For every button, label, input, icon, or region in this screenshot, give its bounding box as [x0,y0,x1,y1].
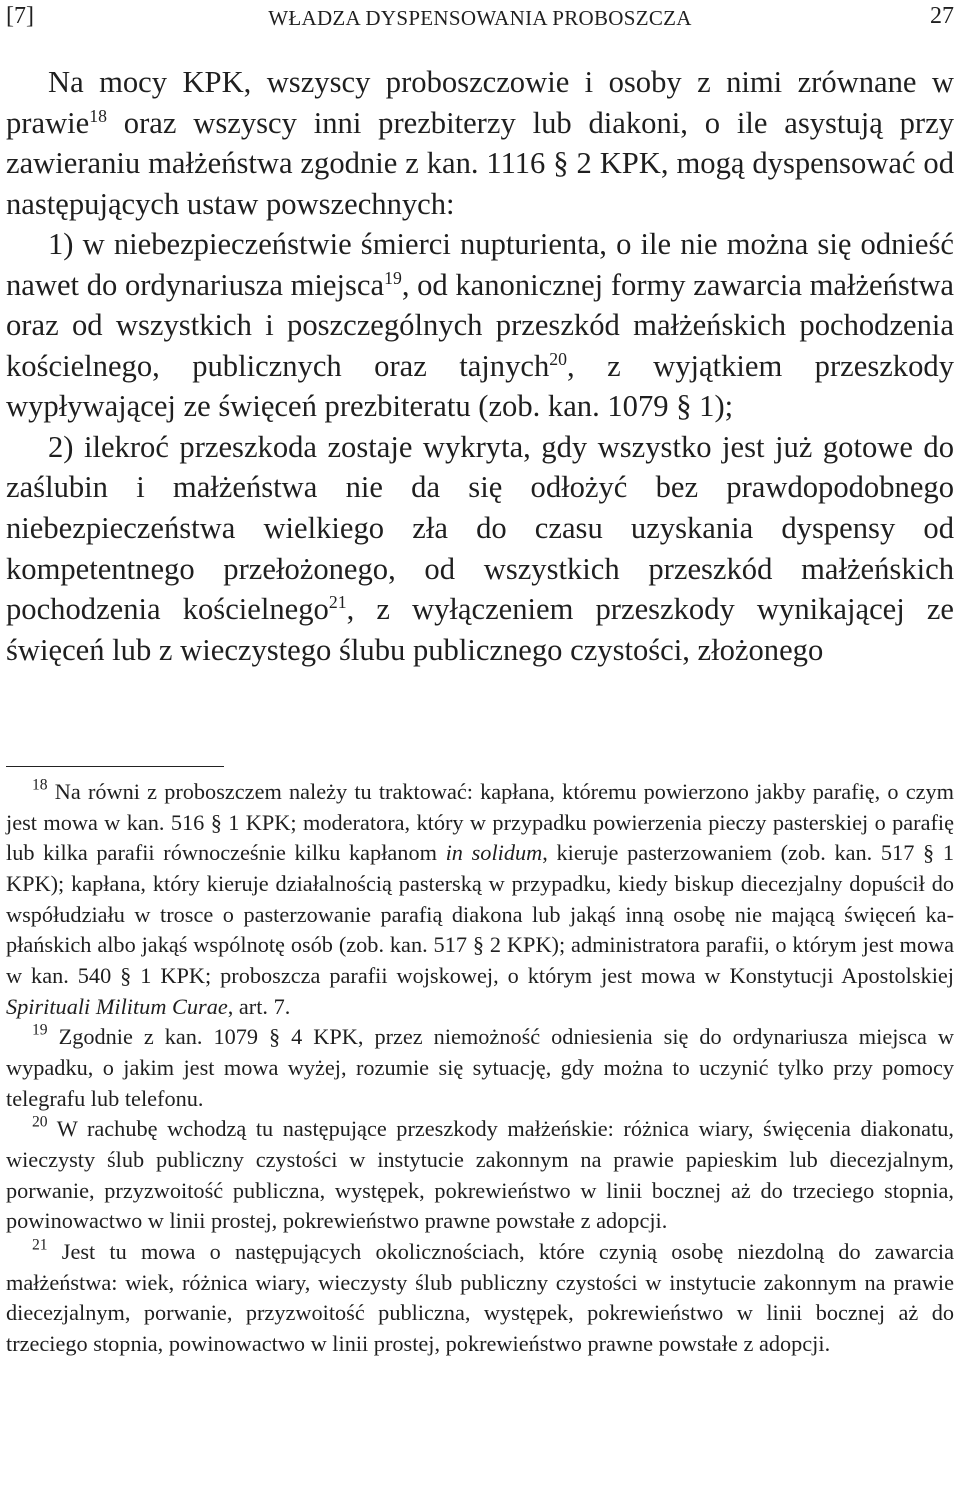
footnote-separator [6,766,224,767]
text-run: , z wyjątkiem przeszkody wypływającej ze święceń prezbiteratu (zob. kan. 1079 § 1); [6,348,954,424]
text-run: oraz wszyscy inni prezbiterzy lub diakoni, o ile asystują przy zawieraniu małżeństwa zgodnie z kan. 1116 § 2 KPK, mogą dyspensować od następujących ustaw powszechnych: [6,105,954,221]
running-title: WŁADZA DYSPENSOWANIA PROBOSZCZA [268,6,692,30]
footnote-20 [6,1114,954,1237]
main-text [6,62,954,670]
footnote-text: , art. 7. [227,993,291,1019]
footnote-number: 19 [32,1021,48,1039]
footnote-18 [6,777,954,1022]
footnote-ref-19[interactable]: 19 [384,267,402,288]
footnote-text: , kieruje pasterzowaniem (zob. kan. 517 § 1 KPK); kapłana, który kieruje działalnością pasterską w przypadku, kiedy biskup diecezjalny dopuścił do współudziału w trosce o pasterzowanie parafią diakona lub jakąś inną osobę nie mającą święceń kapłańskich albo jakąś wspólnotę osób (zob. kan. 517 § 2 KPK); administratora parafii, o którym jest mowa w kan. 540 § 1 KPK; proboszcza parafii wojskowej, o którym jest mowa w Konstytucji Apostolskiej [6,840,954,988]
paragraph-point-2 [6,427,954,670]
text-run: , od kanonicznej formy zawarcia małżeństwa oraz od wszystkich i poszczególnych przeszkód małżeńskich pochodzenia kościelnego, publicznych oraz tajnych [6,267,955,383]
footnote-italic: in solidum [445,840,543,866]
footnote-19 [6,1022,954,1114]
footnote-text: Zgodnie z kan. 1079 § 4 KPK, przez niemożność odniesienia się do ordynariusza miejsca w wypadku, o jakim jest mowa wyżej, rozumie się sytuację, gdy można to uczynić tylko przy pomocy telegrafu lub telefonu. [6,1024,954,1111]
footnote-number: 20 [32,1113,48,1131]
footnote-ref-18[interactable]: 18 [89,105,107,126]
text-run: 1) w niebezpieczeństwie śmierci nupturienta, o ile nie można się odnieść nawet do ordynariusza miejsca [6,227,954,302]
footnote-number: 21 [32,1236,48,1254]
footnote-ref-20[interactable]: 20 [549,348,568,369]
footnote-text: W rachubę wchodzą tu następujące przeszkody małżeńskie: różnica wiary, święcenia diakonatu, wieczysty ślub publiczny czystości w instytucie zakonnym na prawie papieskim lub diecezjalnym, porwanie, przyzwoitość publiczna, występek, pokrewieństwo w linii bocznej aż do trzeciego stopnia, powinowactwo w linii prostej, pokrewieństwo prawne powstałe z adopcji. [6,1116,954,1234]
footnote-italic: Spirituali Militum Curae [6,993,228,1019]
footnote-number: 18 [32,776,48,794]
footnote-ref-21[interactable]: 21 [328,592,347,613]
footnotes [6,777,954,1359]
footnote-text: Jest tu mowa o następujących okolicznościach, które czynią osobę niezdolną do zawarcia małżeństwa: wiek, różnica wiary, wieczysty ślub publiczny czystości w instytucie zakonnym na prawie diecezjalnym, porwanie, przyzwoitość publiczna, występek, pokrewieństwo w linii bocznej aż do trzeciego stopnia, powinowactwo w linii prostej, pokrewieństwo prawne powstałe z adopcji. [6,1238,954,1356]
text-run: Na mocy KPK, wszyscy proboszczowie i osoby z nimi zrównane w prawie [6,65,954,140]
footnote-21 [6,1237,954,1360]
page-number: 27 [930,3,954,29]
running-header [0,0,960,40]
paragraph-intro [6,62,954,224]
section-marker: [7] [6,3,34,29]
text-run: 2) ilekroć przeszkoda zostaje wykryta, gdy wszystko jest już gotowe do zaślubin i małżeństwa nie da się odłożyć bez prawdopodobnego niebezpieczeństwa wielkiego zła do czasu uzyskania dyspensy od kompetentnego przełożonego, od wszystkich przeszkód małżeńskich pochodzenia kościelnego [6,429,954,627]
footnote-text: Na równi z proboszczem należy tu traktować: kapłana, któremu powierzono jakby parafię, o czym jest mowa w kan. 516 § 1 KPK; moderatora, który w przypadku powierzenia pieczy pasterskiej o parafię lub kilka parafii równocześnie kilku kapłanom [6,779,954,866]
text-run: , z wyłączeniem przeszkody wynikającej ze święceń lub z wieczystego ślubu publicznego czystości, złożonego [6,592,955,667]
paragraph-point-1 [6,224,954,427]
